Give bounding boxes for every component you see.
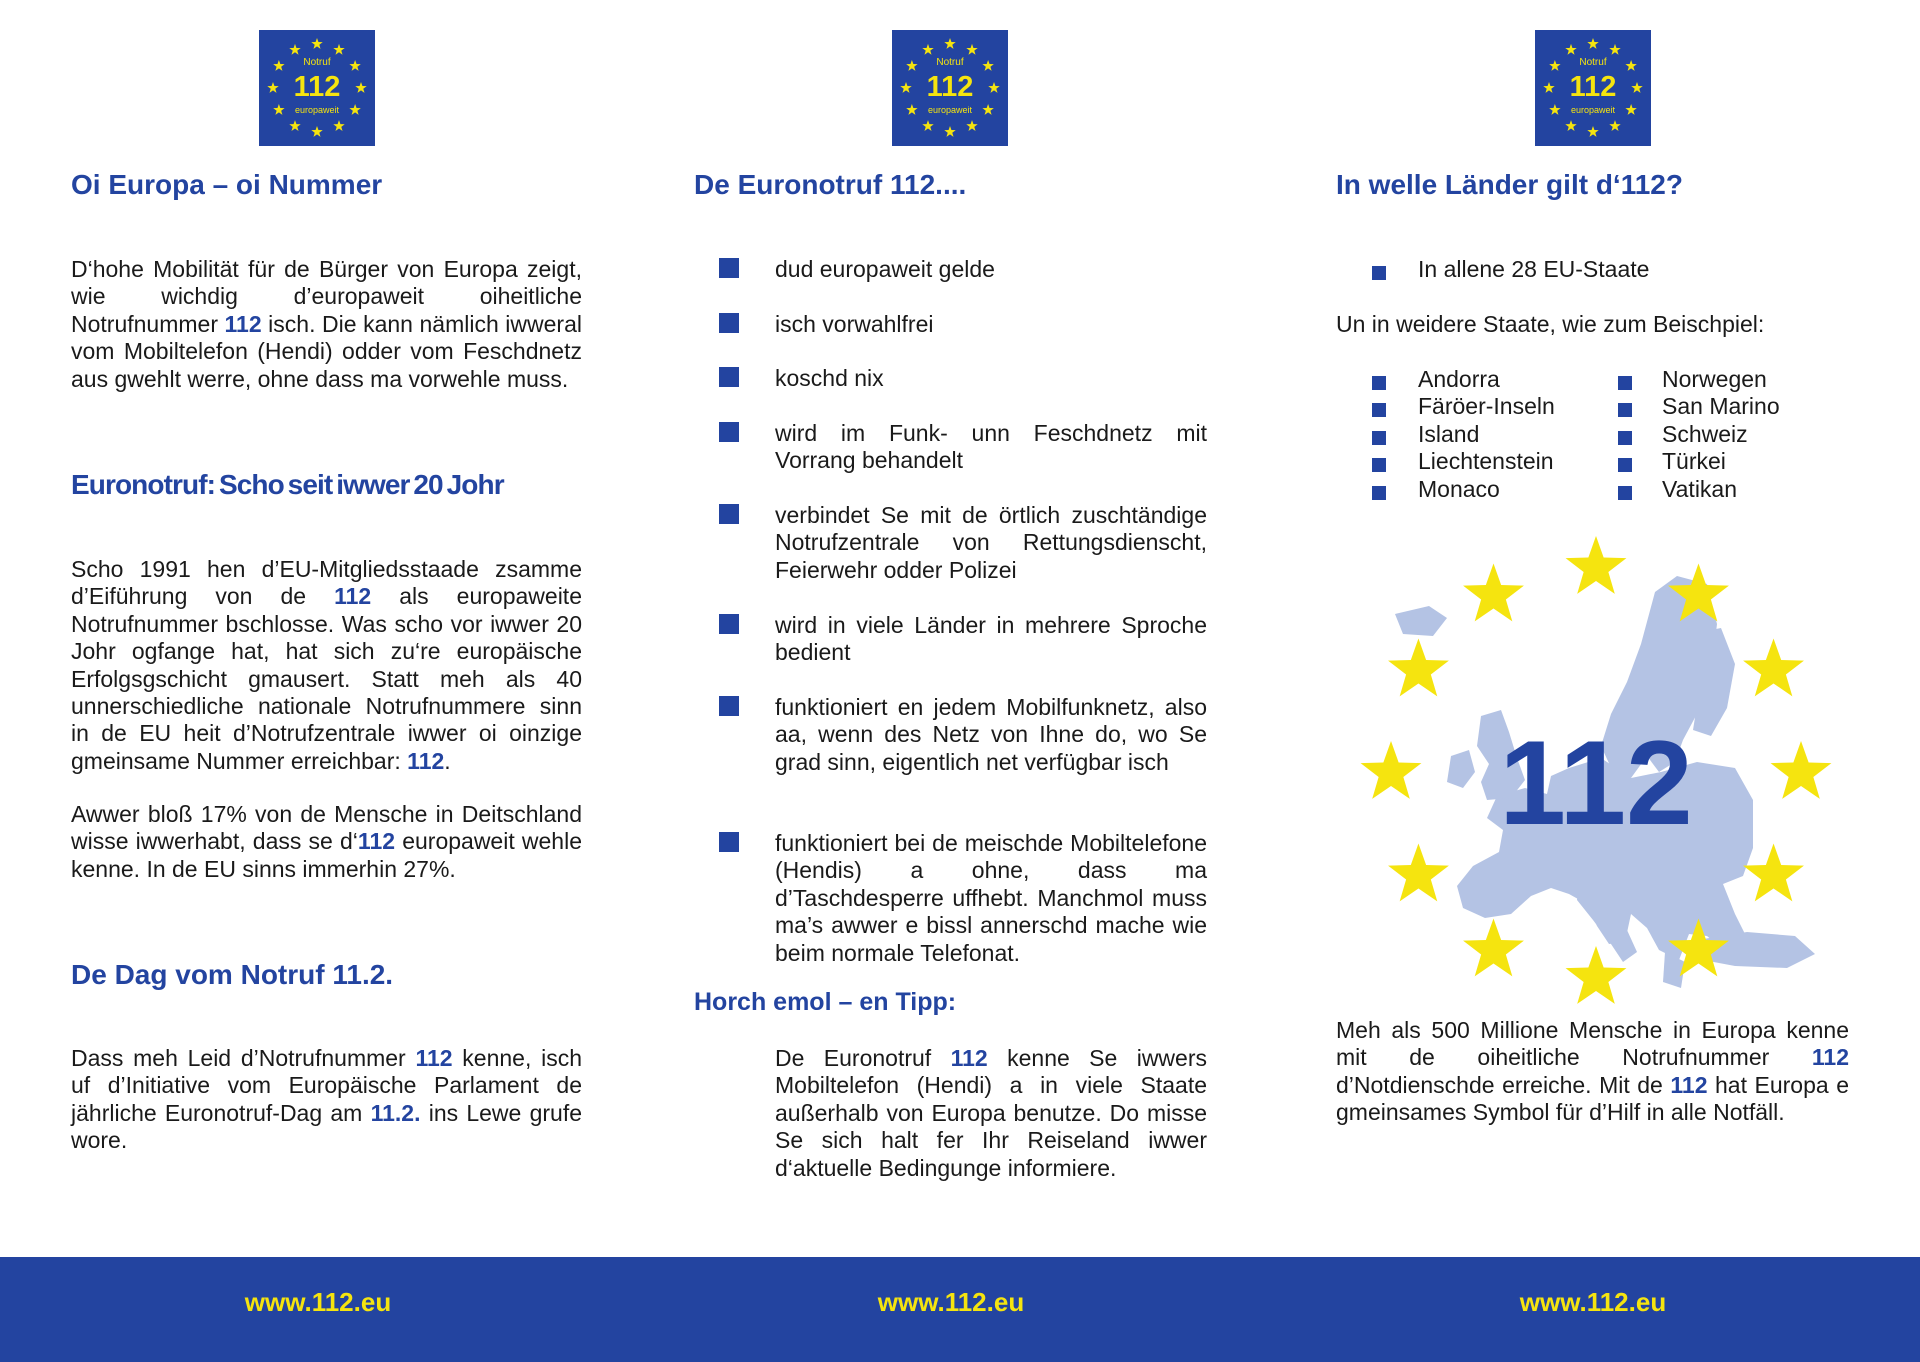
country-item: Monaco	[1418, 475, 1500, 502]
website-link[interactable]: www.112.eu	[1519, 1287, 1667, 1317]
list-item: funktioniert bei de meischde Mobiltelefone (Hendis) a ohne, dass ma d’Taschdesperre uffhebt. Manchmol muss ma’s awwer e bissl annerschd mache wie beim normale Telefonat.	[775, 830, 1207, 966]
paragraph-500-millione: Meh als 500 Millione Mensche in Europa kenne mit de oiheitliche Notrufnummer 112 d’Notdienschde erreiche. Mit de 112 hat Europa e gmeinsames Symbol für d’Hilf in alle Notfäll.	[1336, 1017, 1849, 1126]
heading-euronotruf-20-johr: Euronotruf: Scho seit iwwer 20 Johr	[71, 469, 504, 500]
eu-112-logo-icon	[1535, 30, 1651, 146]
bullet-icon	[1372, 431, 1386, 445]
country-item: Norwegen	[1662, 366, 1767, 392]
star-icon	[1771, 741, 1832, 799]
country-item: Schweiz	[1662, 420, 1748, 447]
country-item: Türkei	[1662, 448, 1726, 475]
list-item: wird im Funk- unn Feschdnetz mit Vorrang behandelt	[775, 420, 1207, 474]
star-icon	[1361, 741, 1422, 799]
bullet-icon	[719, 258, 739, 278]
further-states-intro: Un in weidere Staate, wie zum Beischpiel:	[1336, 311, 1765, 337]
country-item: Andorra	[1418, 366, 1500, 392]
bullet-icon	[1372, 458, 1386, 472]
star-icon	[1566, 536, 1627, 594]
bullet-icon	[1372, 486, 1386, 500]
list-item: wird in viele Länder in mehrere Sproche bedient	[775, 612, 1207, 666]
svg-text:Notruf: Notruf	[936, 57, 964, 68]
bullet-icon	[1372, 403, 1386, 417]
heading-oi-europa: Oi Europa – oi Nummer	[71, 169, 383, 200]
logo-112-europaweit	[1535, 30, 1651, 146]
star-icon	[1743, 639, 1804, 697]
svg-text:europaweit: europaweit	[294, 105, 340, 115]
svg-text:112: 112	[1569, 71, 1617, 103]
svg-text:112: 112	[926, 71, 974, 103]
heading-euronotruf-112: De Euronotruf 112....	[694, 169, 967, 200]
star-icon	[1463, 919, 1524, 977]
list-item: isch vorwahlfrei	[775, 311, 934, 337]
bullet-icon	[1618, 403, 1632, 417]
map-112-number: 112	[1499, 716, 1693, 850]
bullet-icon	[719, 313, 739, 333]
logo-112-europaweit	[892, 30, 1008, 146]
star-icon	[1566, 946, 1627, 1004]
bullet-icon	[719, 832, 739, 852]
star-icon	[1388, 844, 1449, 902]
country-item: Färöer-Inseln	[1418, 393, 1555, 420]
list-item: koschd nix	[775, 365, 884, 391]
star-icon	[1388, 639, 1449, 697]
star-icon	[1743, 844, 1804, 902]
eu-112-logo-icon	[259, 30, 375, 146]
list-item: dud europaweit gelde	[775, 256, 995, 282]
bullet-icon	[719, 504, 739, 524]
paragraph-notruf-dag: Dass meh Leid d’Notrufnummer 112 kenne, isch uf d’Initiative vom Europäische Parlament de jährliche Euronotruf-Dag am 11.2. ins Lewe grufe wore.	[71, 1045, 582, 1154]
website-link[interactable]: www.112.eu	[244, 1287, 392, 1317]
bullet-icon	[1618, 458, 1632, 472]
bullet-icon	[1618, 486, 1632, 500]
svg-text:europaweit: europaweit	[1570, 105, 1616, 115]
paragraph-history: Scho 1991 hen d’EU-Mitgliedsstaade zsamme d’Eiführung von de 112 als europaweite Notrufnummer bschlosse. Was scho vor iwwer 20 Johr ogfange hat, hat sich zu‘re europäische Erfolgsgschicht gmausert. Statt meh als 40 unnerschiedliche nationale Notrufnummere sinn in de EU heit d’Notrufzentrale iwwer oi oinzige gmeinsame Nummer erreichbar: 112.	[71, 556, 582, 774]
website-link[interactable]: www.112.eu	[877, 1287, 1025, 1317]
country-item: Vatikan	[1662, 475, 1738, 502]
bullet-icon	[719, 422, 739, 442]
paragraph-awareness: Awwer bloß 17% von de Mensche in Deitschland wisse iwwerhabt, dass se d‘112 europaweit wehle kenne. In de EU sinns immerhin 27%.	[71, 801, 582, 882]
paragraph-mobility: D‘hohe Mobilität für de Bürger von Europa zeigt, wie wichdig d’europaweit oiheitliche Notrufnummer 112 isch. Die kann nämlich iwweral vom Mobiltelefon (Hendi) odder vom Feschdnetz aus gwehlt werre, ohne dass ma vorwehle muss.	[71, 256, 582, 392]
svg-text:Notruf: Notruf	[1579, 57, 1607, 68]
bullet-icon	[719, 696, 739, 716]
heading-welle-laender: In welle Länder gilt d‘112?	[1336, 169, 1683, 200]
bullet-icon	[1618, 431, 1632, 445]
list-item: verbindet Se mit de örtlich zuschtändige Notrufzentrale von Rettungsdienscht, Feierwehr odder Polizei	[775, 502, 1207, 583]
bullet-icon	[719, 614, 739, 634]
svg-text:112: 112	[293, 71, 341, 103]
europe-map-illustration	[1355, 532, 1837, 1014]
heading-tipp: Horch emol – en Tipp:	[694, 988, 957, 1016]
bullet-icon	[719, 367, 739, 387]
paragraph-tipp: De Euronotruf 112 kenne Se iwwers Mobiltelefon (Hendi) a in viele Staate außerhalb von Europa benutze. Do misse Se sich halt fer Ihr Reiseland iwwer d‘aktuelle Bedingunge informiere.	[775, 1045, 1207, 1181]
country-item: San Marino	[1662, 393, 1780, 420]
logo-112-europaweit	[259, 30, 375, 146]
heading-dag-vom-notruf: De Dag vom Notruf 11.2.	[71, 959, 394, 990]
list-item: funktioniert en jedem Mobilfunknetz, also aa, wenn des Netz von Ihne do, wo Se grad sinn, eigentlich net verfügbar isch	[775, 694, 1207, 775]
star-icon	[1463, 563, 1524, 621]
svg-text:europaweit: europaweit	[927, 105, 973, 115]
country-item: Island	[1418, 420, 1480, 447]
eu-112-logo-icon	[892, 30, 1008, 146]
svg-text:Notruf: Notruf	[303, 57, 331, 68]
eu-states-item: In allene 28 EU-Staate	[1418, 256, 1650, 282]
bullet-icon	[1618, 376, 1632, 390]
country-item: Liechtenstein	[1418, 448, 1554, 475]
bullet-icon	[1372, 266, 1386, 280]
bullet-icon	[1372, 376, 1386, 390]
